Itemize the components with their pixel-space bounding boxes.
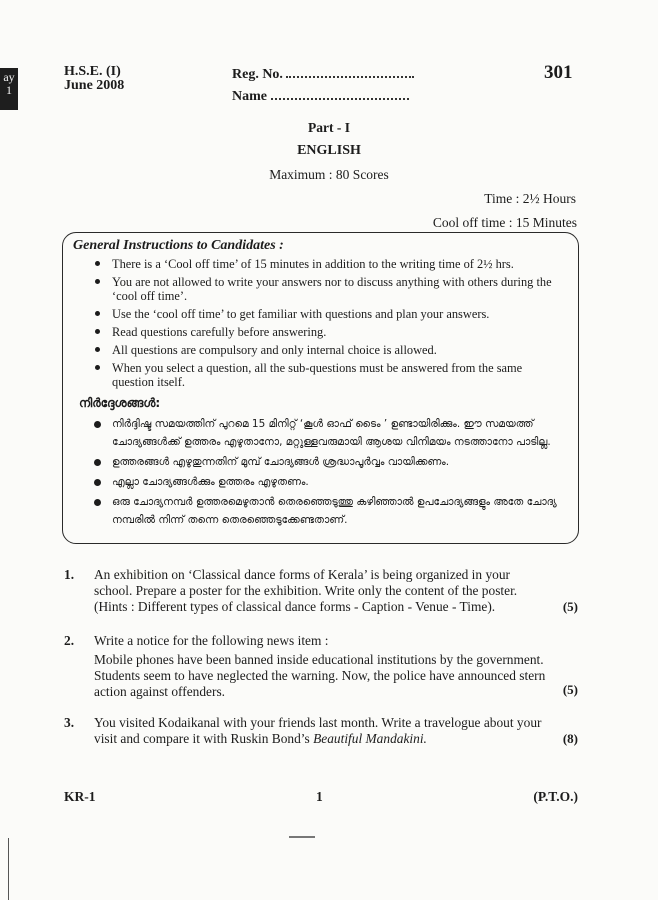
- cool-off-time: Cool off time : 15 Minutes: [432, 215, 577, 230]
- exam-code: H.S.E. (I): [64, 64, 121, 79]
- bullet-icon: [94, 421, 101, 428]
- malayalam-heading: നിർദ്ദേശങ്ങൾ:: [79, 396, 161, 410]
- exam-date: June 2008: [64, 78, 125, 93]
- instruction-item: Use the ‘cool off time’ to get familiar with questions and plan your answers.: [63, 307, 578, 321]
- max-score: Maximum : 80 Scores: [269, 167, 389, 182]
- reg-no-field: [286, 66, 414, 78]
- time-allowed: Time : 2½ Hours: [484, 191, 576, 206]
- bullet-icon: [94, 479, 101, 486]
- instruction-item: You are not allowed to write your answers nor to discuss anything with others during the ‘cool off time’.: [63, 275, 578, 303]
- pto-label: (P.T.O.): [533, 789, 578, 804]
- book-title: Beautiful Mandakini.: [313, 731, 427, 746]
- instructions-title: General Instructions to Candidates :: [73, 238, 284, 253]
- question-1: [64, 567, 584, 619]
- instruction-item: There is a ‘Cool off time’ of 15 minutes in addition to the writing time of 2½ hrs.: [63, 257, 578, 271]
- name-row: [232, 88, 409, 105]
- bullet-icon: [94, 499, 101, 506]
- margin-line: [8, 838, 9, 900]
- bullet-icon: [94, 459, 101, 466]
- instructions-list: [63, 257, 578, 393]
- question-2: [64, 633, 584, 699]
- name-label: Name: [232, 89, 267, 104]
- footer-code: KR-1: [64, 789, 96, 804]
- instruction-item: All questions are compulsory and only internal choice is allowed.: [63, 343, 578, 357]
- bullet-icon: [95, 329, 100, 334]
- instruction-item: When you select a question, all the sub-questions must be answered from the same question itself.: [63, 361, 578, 389]
- part-label: Part - I: [308, 120, 350, 135]
- reg-no-label: Reg. No.: [232, 67, 283, 82]
- bullet-icon: [95, 261, 100, 266]
- malayalam-item: നിർദ്ദിഷ്ട സമയത്തിന് പുറമെ 15 മിനിറ്റ് ‘കൂൾ ഓഫ് ടൈം ’ ഉണ്ടായിരിക്കും. ഈ സമയത്ത് ചോദ്യങ്ങൾക്ക് ഉത്തരം എഴുതാനോ, മറ്റുള്ളവരുമായി ആശയ വിനിമയം നടത്താനോ പാടില്ല.: [63, 415, 578, 451]
- bullet-icon: [95, 279, 100, 284]
- reg-no-row: [232, 66, 414, 83]
- question-text: You visited Kodaikanal with your friends last month. Write a travelogue about your visit and compare it with Ruskin Bond’s: [94, 715, 542, 746]
- page-number: 1: [316, 789, 323, 804]
- malayalam-item: ഒരു ചോദ്യനമ്പർ ഉത്തരമെഴുതാൻ തെരഞ്ഞെടുത്തു കഴിഞ്ഞാൽ ഉപചോദ്യങ്ങളും അതേ ചോദ്യ നമ്പരിൽ നിന്ന് തന്നെ തെരഞ്ഞെടുക്കേണ്ടതാണ്.: [63, 493, 578, 529]
- paper-number: 301: [544, 62, 573, 83]
- bullet-icon: [95, 365, 100, 370]
- margin-tab: [0, 68, 18, 110]
- margin-tab-line2: 1: [6, 83, 12, 97]
- question-3: [64, 715, 584, 749]
- question-text: Mobile phones have been banned inside educational institutions by the government. Students seem to have neglected the warning. Now, the police have announced stern action against offenders.: [94, 652, 546, 699]
- question-prompt: Write a notice for the following news item :: [94, 633, 329, 648]
- malayalam-item: എല്ലാ ചോദ്യങ്ങൾക്കും ഉത്തരം എഴുതണം.: [63, 473, 578, 491]
- question-number: 3.: [64, 715, 75, 730]
- question-text-block: [94, 715, 546, 747]
- malayalam-item: ഉത്തരങ്ങൾ എഴുതുന്നതിന് മുമ്പ് ചോദ്യങ്ങൾ ശ്രദ്ധാപൂർവ്വം വായിക്കണം.: [63, 453, 578, 471]
- name-field: [271, 88, 409, 100]
- question-score: (5): [562, 682, 578, 697]
- bullet-icon: [95, 311, 100, 316]
- question-number: 1.: [64, 567, 75, 582]
- subject-title: ENGLISH: [297, 143, 361, 158]
- margin-tab-line1: ay: [3, 70, 15, 84]
- scan-mark: [289, 836, 315, 838]
- question-text: An exhibition on ‘Classical dance forms of Kerala’ is being organized in your school. Prepare a poster for the exhibition. Write only the content of the poster. (Hints : Different types of classical dance forms - Caption - Venue - Time).: [94, 567, 518, 614]
- question-score: (8): [562, 731, 578, 746]
- question-number: 2.: [64, 633, 75, 648]
- instructions-box: [62, 232, 579, 544]
- bullet-icon: [95, 347, 100, 352]
- question-score: (5): [562, 599, 578, 614]
- malayalam-instructions-list: [63, 415, 578, 531]
- question-text-block: [94, 633, 546, 700]
- instruction-item: Read questions carefully before answering.: [63, 325, 578, 339]
